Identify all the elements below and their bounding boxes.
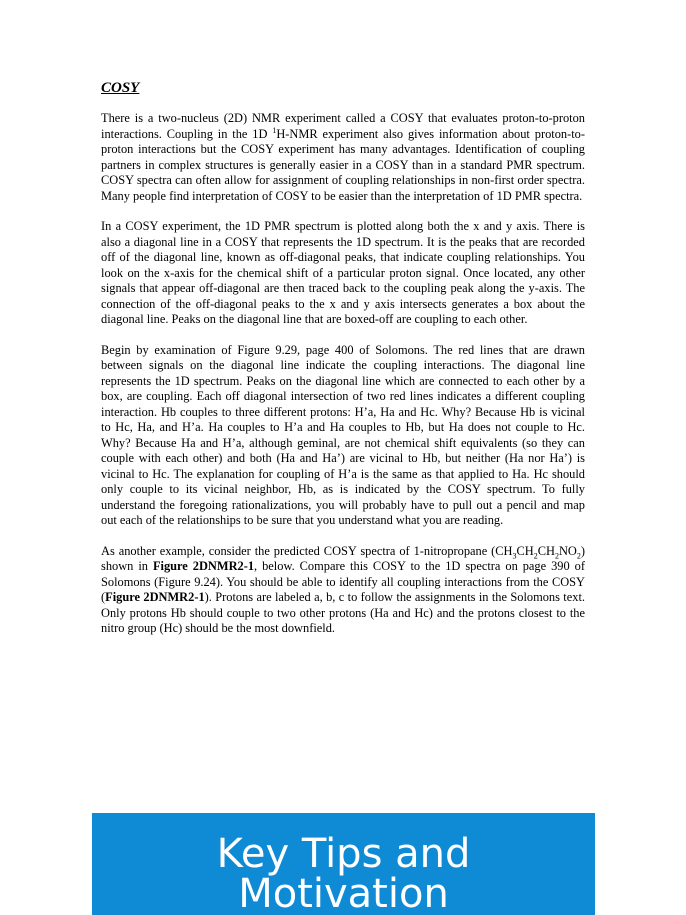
banner-title: Key Tips and Motivation (216, 831, 471, 915)
figure-reference: Figure 2DNMR2-1 (152, 559, 255, 573)
document-page (101, 80, 585, 652)
key-tips-banner[interactable] (92, 813, 595, 915)
paragraph-intro: There is a two-nucleus (2D) NMR experiment called a COSY that evaluates proton-to-proton interactions. Coupling in the 1D $^1$H-NMR experiment also gives information about proton-to-proton interactions but the COSY experiment has many advantages. Identification of coupling partners in complex structures is generally easier in a COSY than in a standard PMR spectrum. COSY spectra can often allow for assignment of coupling relationships in non-first order spectra. Many people find interpretation of COSY to be easier than the interpretation of 1D PMR spectra. (101, 111, 585, 203)
paragraph-figure-929: Begin by examination of Figure 9.29, page 400 of Solomons. The red lines that are drawn between signals on the diagonal line indicate the coupling interactions. The diagonal line represents the 1D spectrum. Peaks on the diagonal line which are connected to each other by a box, are coupling. Each off diagonal intersection of two red lines indicates a different coupling interaction. Hb couples to three different protons: H’a, Ha and Hc. Why? Because Hb is vicinal to Hc, Ha, and H’a. Ha couples to H’a and Ha couples to Hb, but Ha does not couple to Hc. Why? Because Ha and H’a, although geminal, are not chemical shift equivalents (so they can couple with each other) and both (Ha and Ha’) are vicinal to Hb, but neither (Ha nor Ha’) is vicinal to Hc. The explanation for coupling of H’a is the same as that applied to Ha. Hc should only couple to its vicinal neighbor, Hb, as is indicated by the COSY spectrum. To fully understand the foregoing rationalizations, you will probably have to pull out a pencil and map out each of the relationships to be sure that you understand what you are reading. (101, 342, 585, 527)
paragraph-example: As another example, consider the predicted COSY spectra of 1-nitropropane $(CH_3CH_2CH_2NO_2)$ shown in Figure 2DNMR2-1, below. Compare this COSY to the 1D spectra on page 390 of Solomons (Figure 9.24). You should be able to identify all coupling interactions from the COSY (Figure 2DNMR2-1). Protons are labeled a, b, c to follow the assignments in the Solomons text. Only protons Hb should couple to two other protons (Ha and Hc) and the protons closest to the nitro group (Hc) should be the most downfield. (101, 543, 585, 635)
paragraph-experiment: In a COSY experiment, the 1D PMR spectrum is plotted along both the x and y axis. There is also a diagonal line in a COSY that represents the 1D spectrum. It is the peaks that are recorded off of the diagonal line, known as off-diagonal peaks, that indicate coupling relationships. You look on the x-axis for the chemical shift of a particular proton signal. Once located, any other signals that appear off-diagonal are then traced back to the coupling peak along the y-axis. The connection of the off-diagonal peaks to the x and y axis intersects generates a box about the diagonal line. Peaks on the diagonal line that are boxed-off are coupling to each other. (101, 219, 585, 326)
page-title: COSY (101, 80, 140, 96)
figure-reference: Figure 2DNMR2-1 (105, 590, 205, 604)
